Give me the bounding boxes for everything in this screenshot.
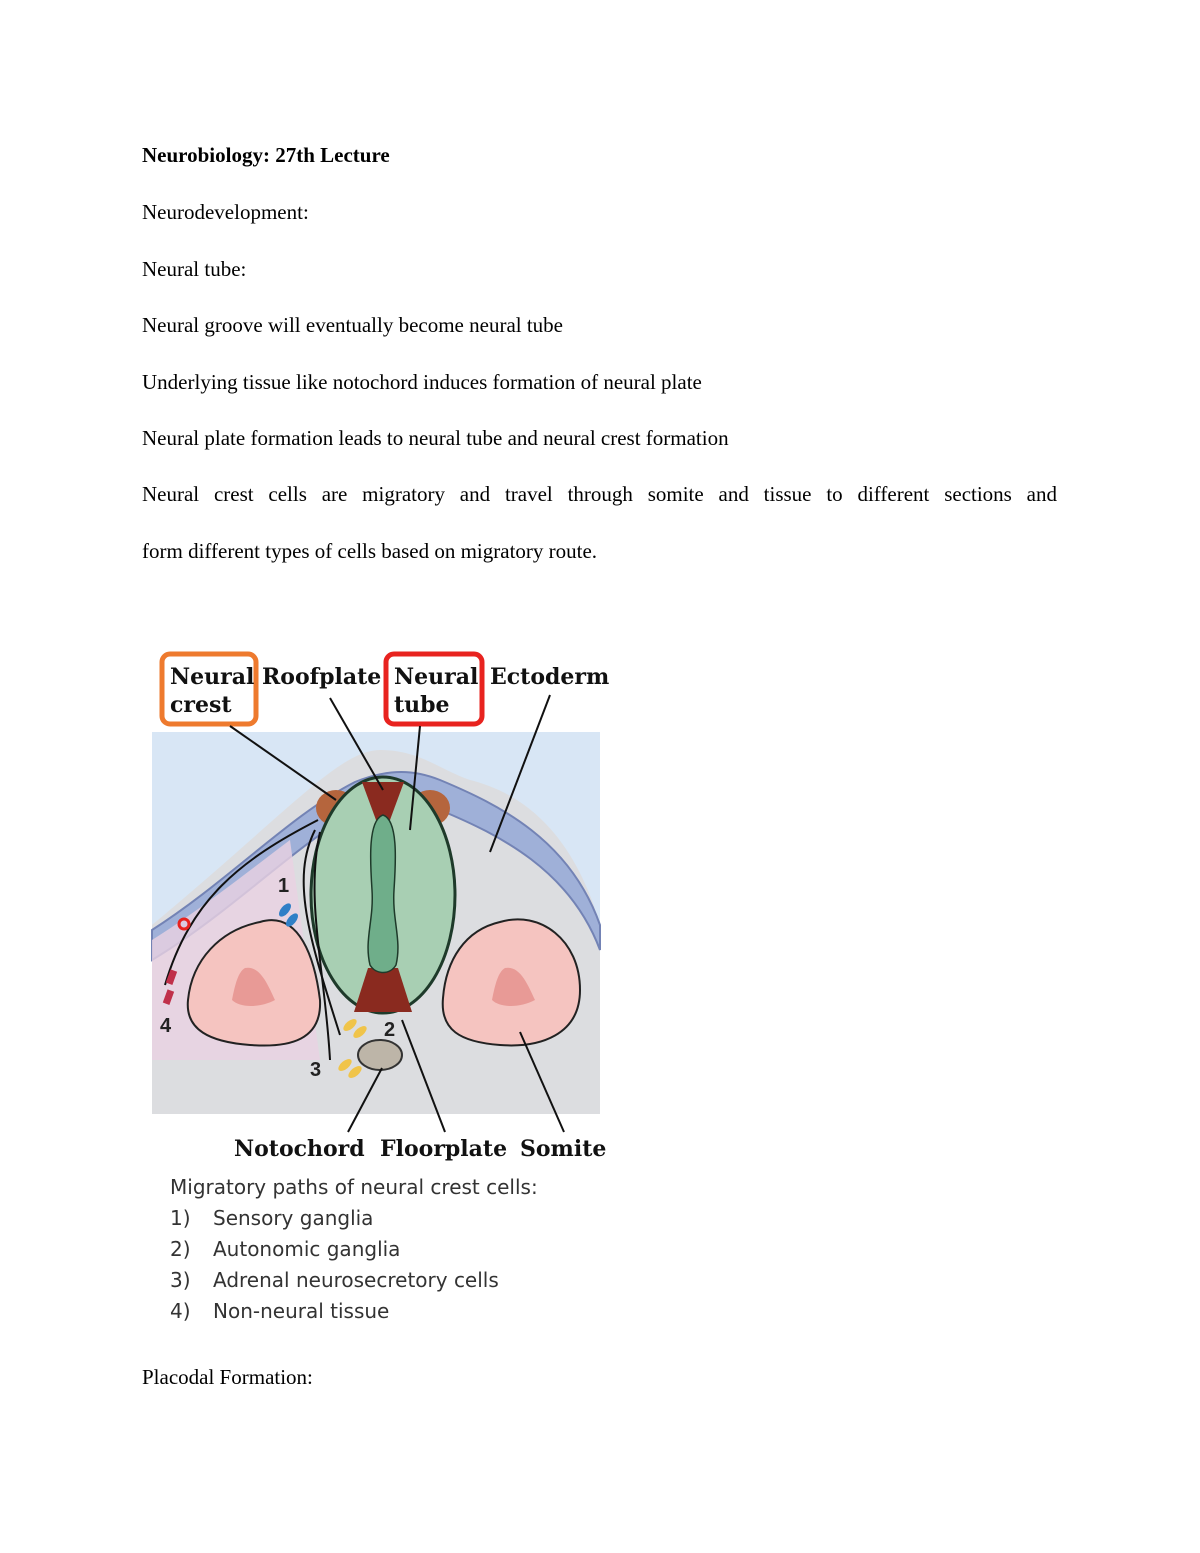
label-neural-crest-1: Neural: [170, 664, 255, 690]
figure-caption: [170, 1172, 610, 1327]
footer-heading: Placodal Formation:: [142, 1365, 313, 1389]
text-line-neural-groove: Neural groove will eventually become neural tube: [142, 313, 564, 337]
text-line-neural-tube: Neural tube:: [142, 257, 247, 281]
paragraph-line-2: form different types of cells based on migratory route.: [142, 539, 598, 563]
caption-item: [170, 1296, 610, 1327]
caption-text: Sensory ganglia: [213, 1206, 374, 1230]
label-neural-crest-2: crest: [170, 692, 232, 718]
caption-text: Adrenal neurosecretory cells: [213, 1268, 499, 1292]
caption-index: 3): [170, 1268, 191, 1292]
text-line-neural-plate: Neural plate formation leads to neural tube and neural crest formation: [142, 426, 729, 450]
caption-index: 4): [170, 1299, 191, 1323]
caption-title: Migratory paths of neural crest cells:: [170, 1175, 538, 1199]
notochord-shape: [358, 1040, 402, 1070]
path-number-4: 4: [160, 1015, 172, 1037]
caption-text: Autonomic ganglia: [213, 1237, 401, 1261]
paragraph-line-1: Neural crest cells are migratory and travel through somite and tissue to different sections and: [142, 482, 1057, 506]
caption-item: [170, 1203, 610, 1234]
label-roofplate: Roofplate: [262, 664, 382, 690]
label-ectoderm: Ectoderm: [490, 664, 610, 690]
label-notochord: Notochord: [234, 1136, 365, 1162]
neural-canal: [368, 815, 398, 973]
caption-list: [170, 1203, 610, 1327]
text-line-notochord: Underlying tissue like notochord induces formation of neural plate: [142, 370, 702, 394]
caption-text: Non-neural tissue: [213, 1299, 390, 1323]
path-number-1: 1: [278, 875, 290, 897]
text-line-neurodevelopment: Neurodevelopment:: [142, 200, 309, 224]
caption-item: [170, 1234, 610, 1265]
label-neural-tube-1: Neural: [394, 664, 479, 690]
caption-index: 1): [170, 1206, 191, 1230]
path-number-2: 2: [384, 1019, 396, 1041]
caption-item: [170, 1265, 610, 1296]
label-floorplate: Floorplate: [380, 1136, 508, 1162]
neural-crest-figure: [140, 640, 620, 1340]
label-neural-tube-2: tube: [394, 692, 450, 718]
path-number-3: 3: [310, 1059, 322, 1081]
label-somite: Somite: [520, 1136, 607, 1162]
caption-index: 2): [170, 1237, 191, 1261]
page-title: Neurobiology: 27th Lecture: [142, 143, 390, 167]
